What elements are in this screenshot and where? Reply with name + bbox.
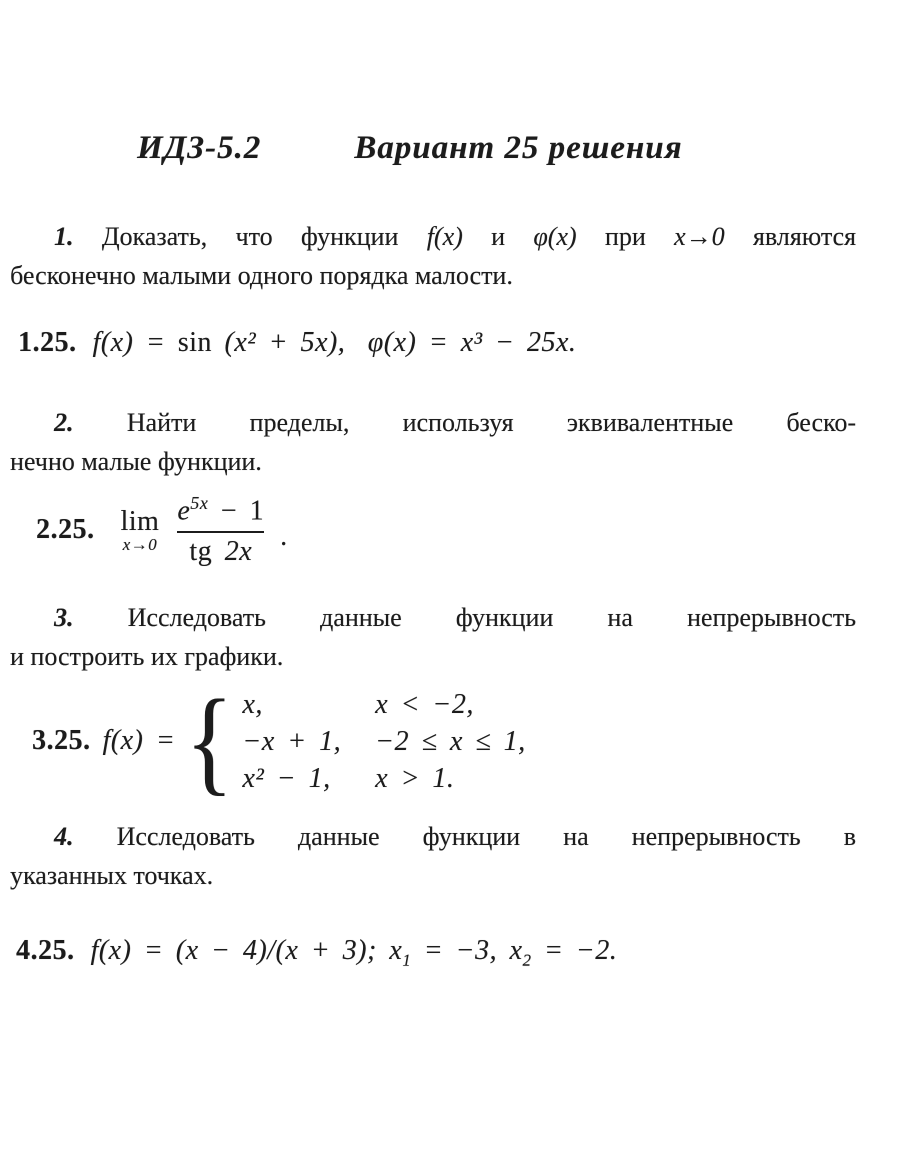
math-sin-argument: (x² + 5x), xyxy=(224,327,346,358)
fraction xyxy=(169,493,272,568)
task-2-line-2: нечно малые функции. xyxy=(10,447,262,476)
tg-argument: 2x xyxy=(212,535,253,567)
piecewise-brace: { xyxy=(185,675,235,807)
problem-1-25 xyxy=(18,327,856,359)
task-1-text-a: Доказать, что функции xyxy=(101,222,399,251)
sin-function: sin xyxy=(177,327,212,358)
case-3-expression: x² − 1, xyxy=(242,762,331,794)
limit-subscript: x→0 xyxy=(122,535,158,555)
problem-3-25-label: 3.25. xyxy=(32,725,91,757)
task-4-text: Исследовать данные функции на непрерывность в xyxy=(116,821,857,851)
task-3-number: 3. xyxy=(54,602,74,632)
task-1-text-b: и xyxy=(491,222,506,251)
formula-period: . xyxy=(280,521,288,553)
math-e-base: e xyxy=(177,495,191,527)
fraction-denominator xyxy=(177,531,264,568)
task-1-text-d: являются xyxy=(752,222,856,251)
math-exponent: 5x xyxy=(190,493,209,513)
math-phi-definition: φ(x) = x³ − 25x. xyxy=(367,327,577,358)
problem-4-25 xyxy=(16,935,856,971)
task-1-number: 1. xyxy=(54,222,74,251)
task-1-paragraph xyxy=(10,217,856,295)
task-3-line-1 xyxy=(10,598,856,637)
task-4-line-2: указанных точках. xyxy=(10,860,214,890)
task-2-number: 2. xyxy=(54,408,74,437)
page-content xyxy=(10,0,856,970)
variant-title: Вариант 25 решения xyxy=(354,130,683,166)
math-x2-value: = −2. xyxy=(531,934,618,966)
limit-word: lim xyxy=(120,505,160,537)
problem-2-25-label: 2.25. xyxy=(36,514,95,546)
document-header xyxy=(10,130,856,167)
task-1-text-c: при xyxy=(604,222,646,251)
math-phi-of-x: φ(x) xyxy=(533,222,577,251)
task-2-text: Найти пределы, используя эквивалентные беско- xyxy=(126,408,856,437)
task-1-line-1 xyxy=(10,217,856,256)
task-2-paragraph xyxy=(10,403,856,481)
task-4-number: 4. xyxy=(54,821,74,851)
case-1-condition: x < −2, xyxy=(375,688,474,720)
problem-1-25-label: 1.25. xyxy=(18,327,77,358)
task-2-line-1 xyxy=(10,403,856,442)
case-1-expression: x, xyxy=(242,688,263,720)
task-3-line-2: и построить их графики. xyxy=(10,641,284,671)
math-x2-subscript: 2 xyxy=(522,950,532,970)
task-3-paragraph xyxy=(10,598,856,676)
fraction-numerator xyxy=(169,493,272,531)
piecewise-cases xyxy=(242,686,525,797)
math-piecewise-lhs: f(x) = xyxy=(102,725,176,757)
task-4-line-1 xyxy=(10,817,856,856)
math-x-to-zero: x→0 xyxy=(674,222,725,251)
case-3-condition: x > 1. xyxy=(375,762,455,794)
tg-function: tg xyxy=(189,535,213,567)
problem-2-25 xyxy=(36,493,856,568)
assignment-code: ИДЗ-5.2 xyxy=(137,130,262,166)
math-f-of-x: f(x) xyxy=(426,222,463,251)
problem-3-25 xyxy=(32,675,856,807)
task-4-paragraph xyxy=(10,817,856,895)
math-x1-value: = −3, x xyxy=(411,934,523,966)
task-3-text: Исследовать данные функции на непрерывность xyxy=(127,602,856,632)
case-2-condition: −2 ≤ x ≤ 1, xyxy=(375,725,526,757)
limit-operator xyxy=(121,507,160,554)
math-rational-function: f(x) = (x − 4)/(x + 3); x xyxy=(90,934,403,966)
task-1-line-2: бесконечно малыми одного порядка малости. xyxy=(10,261,513,290)
math-x1-subscript: 1 xyxy=(402,950,412,970)
math-numerator-tail: − 1 xyxy=(208,495,265,527)
case-2-expression: −x + 1, xyxy=(242,725,342,757)
problem-4-25-label: 4.25. xyxy=(16,934,75,966)
math-f-definition: f(x) = xyxy=(92,327,166,358)
